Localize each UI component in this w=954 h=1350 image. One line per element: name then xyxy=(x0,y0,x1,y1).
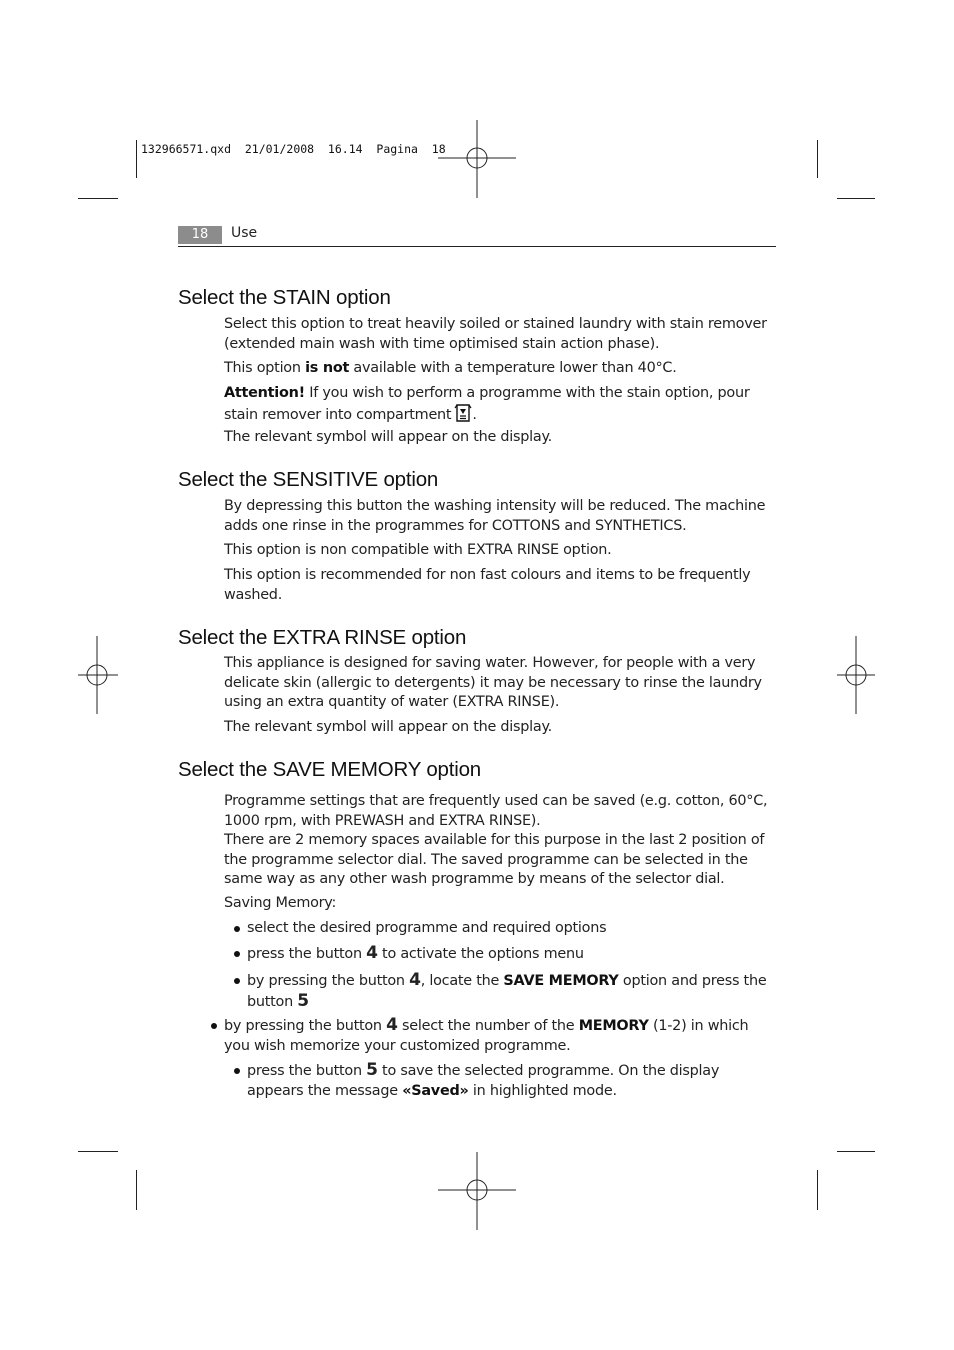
stain-compartment-icon xyxy=(454,404,472,429)
saving-memory-label: Saving Memory: xyxy=(224,895,337,911)
print-slug: 132966571.qxd 21/01/2008 16.14 Pagina 18 xyxy=(141,142,446,156)
extra-rinse-heading: Select the EXTRA RINSE option xyxy=(178,626,467,649)
registration-mark-right xyxy=(837,636,877,714)
registration-mark-bottom xyxy=(438,1152,518,1232)
list-item-select-memory-number: by pressing the button 4 select the number of the MEMORY (1-2) in which you wish memorize your customized programme. xyxy=(224,1015,749,1054)
list-item-select-programme: select the desired programme and required options xyxy=(247,920,607,936)
save-memory-paragraph-2: There are 2 memory spaces available for this purpose in the last 2 position of the programme selector dial. The saved programme can be selected in the same way as any other wash programme by means of the selector dial. xyxy=(224,832,765,887)
stain-attention: Attention! If you wish to perform a programme with the stain option, pour stain remover into compartment . xyxy=(224,384,776,428)
sensitive-paragraph-2: This option is non compatible with EXTRA RINSE option. xyxy=(224,542,612,558)
running-header: Use xyxy=(231,225,258,241)
list-item-locate-save-memory: by pressing the button 4, locate the SAVE MEMORY option and press the button 5 xyxy=(247,970,767,1011)
stain-paragraph-4: The relevant symbol will appear on the display. xyxy=(224,429,553,445)
bullet-dot xyxy=(234,978,240,984)
stain-heading: Select the STAIN option xyxy=(178,286,391,309)
registration-mark-left xyxy=(78,636,118,714)
sensitive-paragraph-3: This option is recommended for non fast colours and items to be frequently washed. xyxy=(224,567,751,603)
bullet-dot xyxy=(234,1068,240,1074)
stain-paragraph-2: This option is not available with a temperature lower than 40°C. xyxy=(224,360,677,376)
sensitive-paragraph-1: By depressing this button the washing intensity will be reduced. The machine adds one rinse in the programmes for COTTONS and SYNTHETICS. xyxy=(224,498,766,534)
sensitive-heading: Select the SENSITIVE option xyxy=(178,468,439,491)
bullet-dot xyxy=(234,926,240,932)
list-item-press-button-4: press the button 4 to activate the options menu xyxy=(247,943,584,963)
stain-paragraph-1: Select this option to treat heavily soiled or stained laundry with stain remover (extended main wash with time optimised stain action phase). xyxy=(224,316,767,352)
save-memory-paragraph-1: Programme settings that are frequently used can be saved (e.g. cotton, 60°C, 1000 rpm, with PREWASH and EXTRA RINSE). xyxy=(224,793,768,829)
bullet-dot xyxy=(211,1023,217,1029)
header-rule xyxy=(178,246,776,247)
page-number: 18 xyxy=(178,226,222,244)
list-item-press-button-5: press the button 5 to save the selected programme. On the display appears the message «Saved» in highlighted mode. xyxy=(247,1060,720,1099)
extra-rinse-paragraph-1: This appliance is designed for saving water. However, for people with a very delicate skin (allergic to detergents) it may be necessary to rinse the laundry using an extra quantity of water (EXTRA RINSE). xyxy=(224,655,762,710)
extra-rinse-paragraph-2: The relevant symbol will appear on the display. xyxy=(224,719,553,735)
save-memory-heading: Select the SAVE MEMORY option xyxy=(178,758,481,781)
bullet-dot xyxy=(234,951,240,957)
registration-mark-top xyxy=(438,120,518,200)
